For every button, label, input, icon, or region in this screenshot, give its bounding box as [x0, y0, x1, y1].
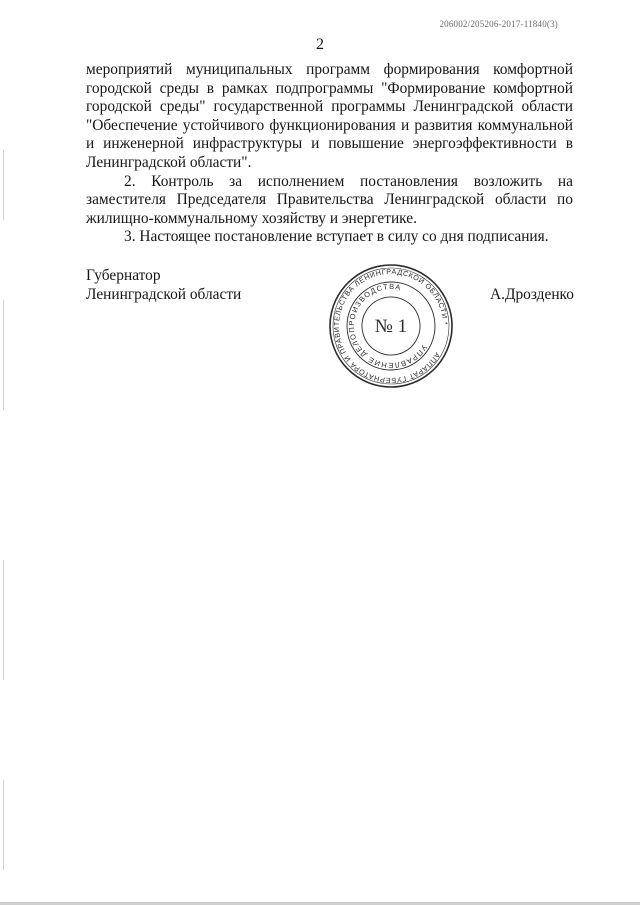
- paragraph-3: 3. Настоящее постановление вступает в силу со дня подписания.: [124, 228, 549, 246]
- signatory-title-line-1: Губернатор: [86, 267, 161, 284]
- scan-edge-mark: [3, 560, 4, 680]
- official-seal: [328, 263, 454, 389]
- document-body: [86, 61, 573, 247]
- paragraph-continuation: мероприятий муниципальных программ формирования комфортной городской среды в рамках подпрограммы "Формирование комфортной городской среды" государственной программы Ленинградской области "Обеспечение устойчивого функционирования и развития коммунальной и инженерной инфраструктуры и повышение энергоэффективности в Ленинградской области".: [86, 61, 573, 171]
- signatory-name: А.Дрозденко: [490, 286, 574, 303]
- scan-edge-mark: [3, 780, 4, 870]
- signatory-title: [86, 266, 241, 304]
- scan-edge-mark: [3, 300, 4, 410]
- seal-outer-text: АППАРАТ ГУБЕРНАТОРА И ПРАВИТЕЛЬСТВА ЛЕНИНГРАДСКОЙ ОБЛАСТИ *: [331, 266, 451, 386]
- signatory-title-line-2: Ленинградской области: [86, 286, 242, 303]
- seal-inner-text: УПРАВЛЕНИЕ ДЕЛОПРОИЗВОДСТВА: [346, 281, 429, 371]
- scan-edge-mark: [3, 150, 4, 220]
- seal-number: № 1: [374, 316, 408, 337]
- paragraph-2: 2. Контроль за исполнением постановления возложить на заместителя Председателя Правительства Ленинградской области по жилищно-коммунальному хозяйству и энергетике.: [86, 172, 573, 227]
- page-number: 2: [316, 36, 324, 53]
- document-code: 206002/205206-2017-11840(3): [439, 19, 558, 29]
